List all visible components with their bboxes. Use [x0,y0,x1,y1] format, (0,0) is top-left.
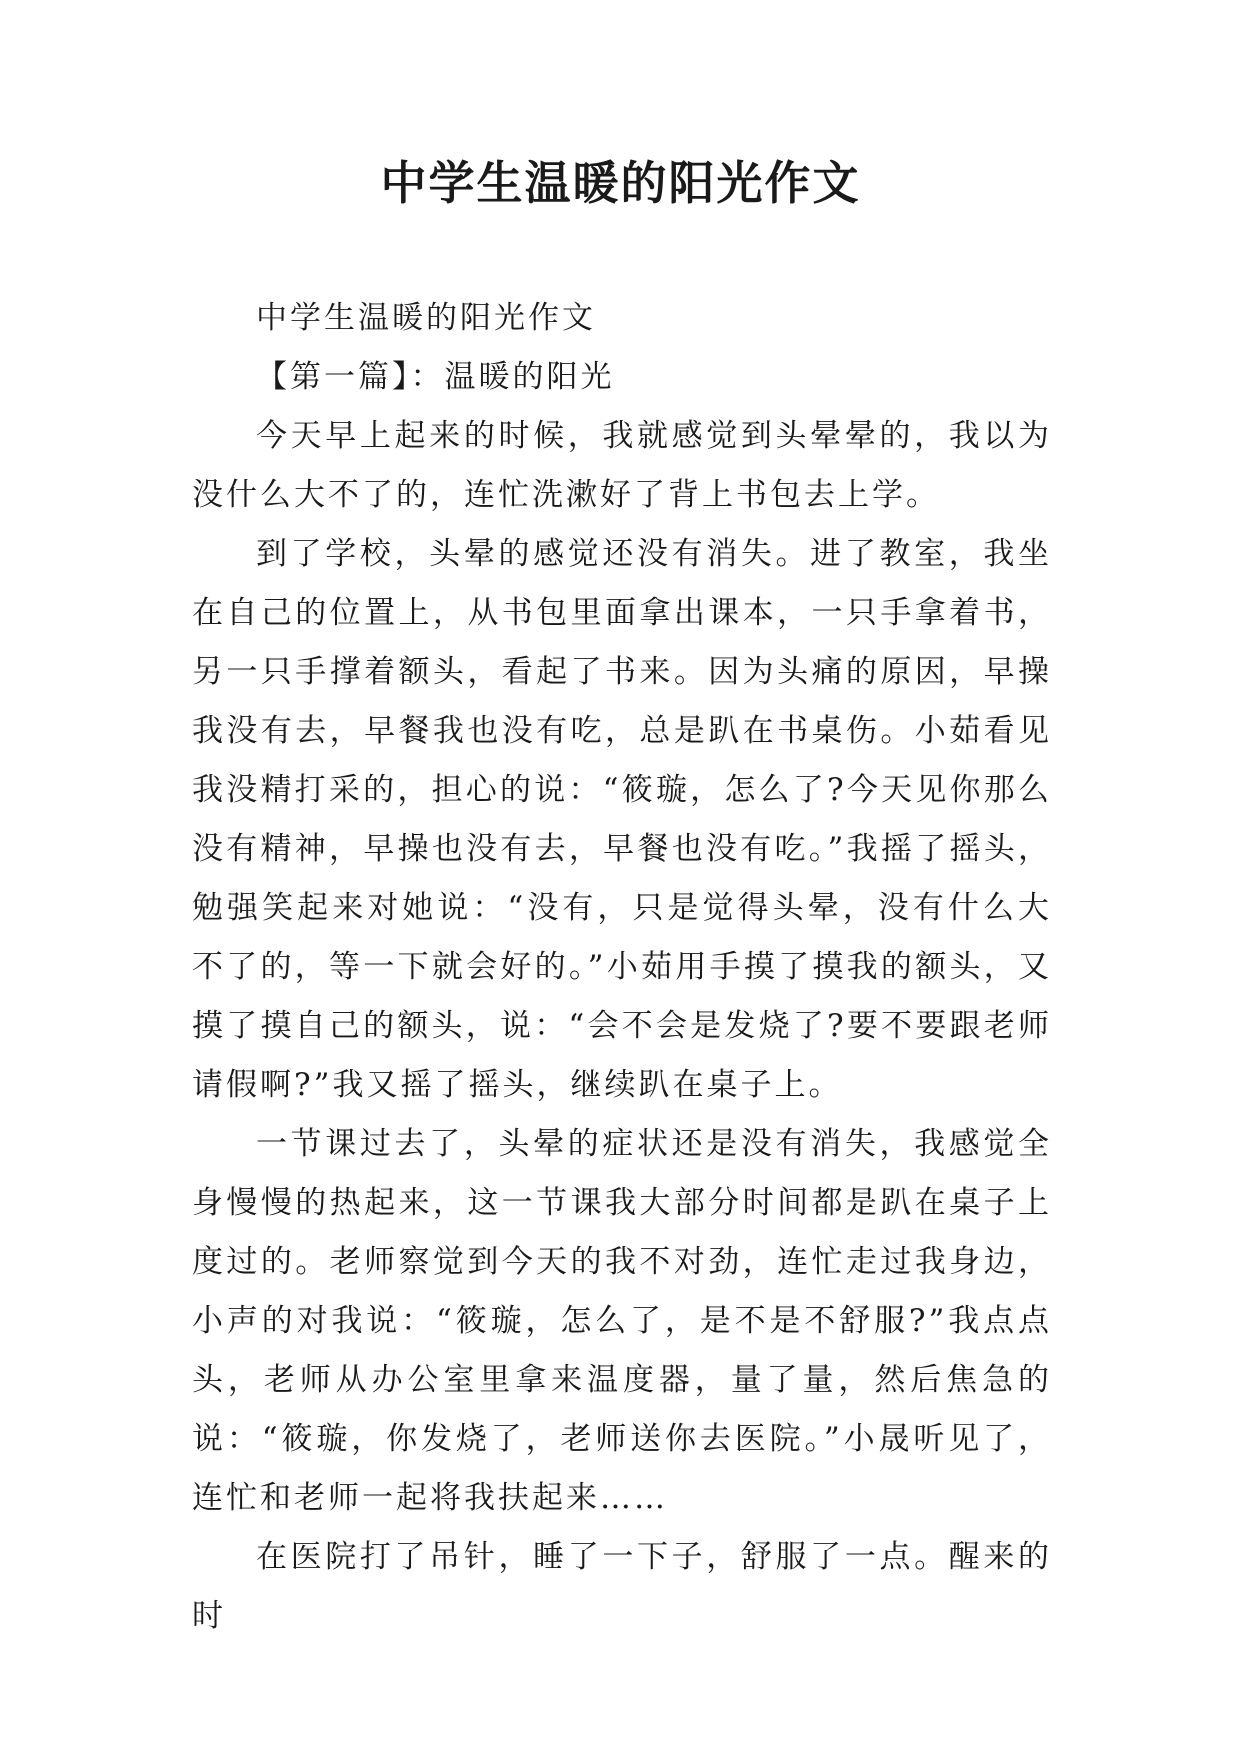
paragraph: 一节课过去了，头晕的症状还是没有消失，我感觉全身慢慢的热起来，这一节课我大部分时间都是趴在桌子上度过的。老师察觉到今天的我不对劲，连忙走过我身边，小声的对我说：“筱璇，怎么了，是不是不舒服?”我点点头，老师从办公室里拿来温度器，量了量，然后焦急的说：“筱璇，你发烧了，老师送你去医院。”小晟听见了，连忙和老师一起将我扶起来…… [192,1126,1052,1516]
section-heading: 【第一篇】：温暖的阳光 [256,359,615,395]
document-body [192,289,1052,1646]
document-subtitle: 中学生温暖的阳光作文 [256,300,596,336]
document-title: 中学生温暖的阳光作文 [380,156,861,210]
paragraph: 今天早上起来的时候，我就感觉到头晕晕的，我以为没什么大不了的，连忙洗漱好了背上书包去上学。 [192,418,1052,513]
paragraph: 在医院打了吊针，睡了一下子，舒服了一点。醒来的时 [192,1539,1052,1634]
paragraph: 到了学校，头晕的感觉还没有消失。进了教室，我坐在自己的位置上，从书包里面拿出课本，一只手拿着书，另一只手撑着额头，看起了书来。因为头痛的原因，早操我没有去，早餐我也没有吃，总是趴在书桌伤。小茹看见我没精打采的，担心的说：“筱璇，怎么了?今天见你那么没有精神，早操也没有去，早餐也没有吃。”我摇了摇头，勉强笑起来对她说：“没有，只是觉得头晕，没有什么大不了的，等一下就会好的。”小茹用手摸了摸我的额头，又摸了摸自己的额头，说：“会不会是发烧了?要不要跟老师请假啊?”我又摇了摇头，继续趴在桌子上。 [192,536,1052,1103]
